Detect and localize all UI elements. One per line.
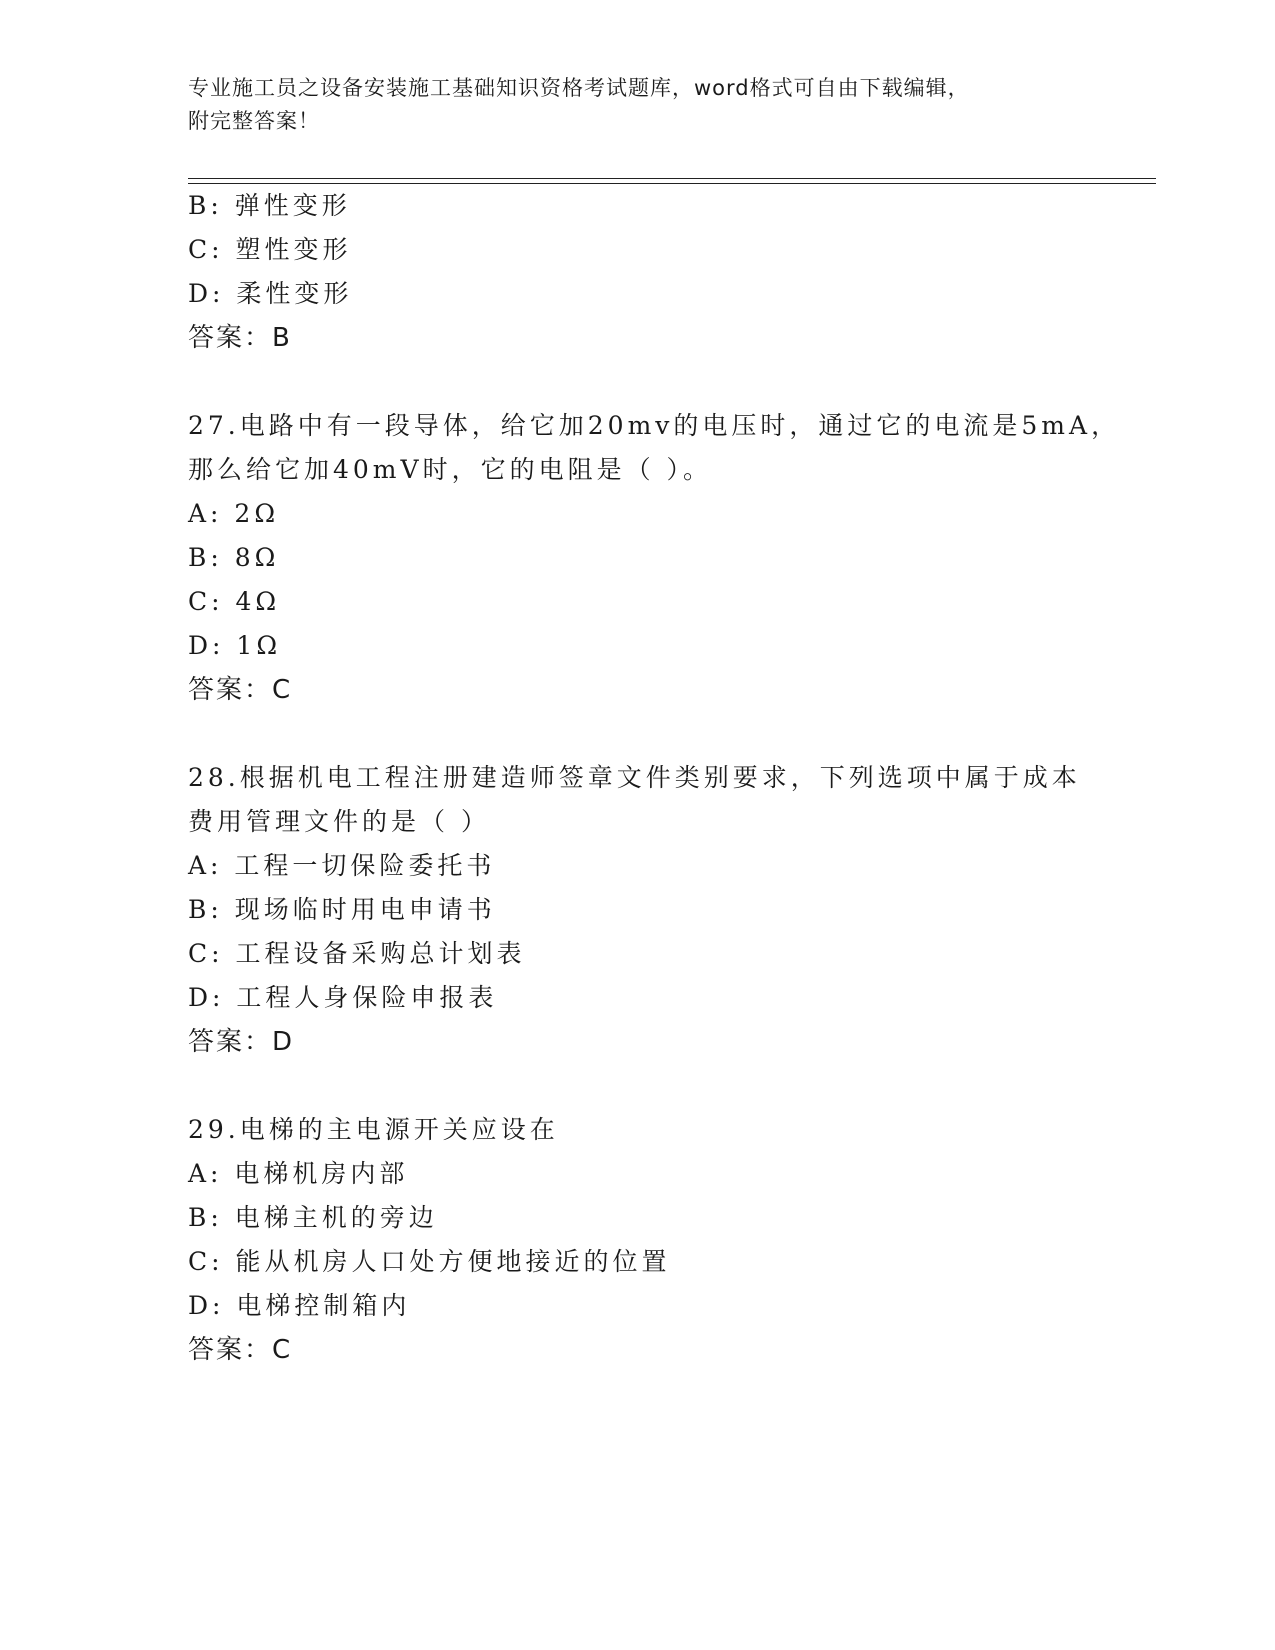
q29-option-a: A: 电梯机房内部 xyxy=(188,1159,409,1188)
page-header xyxy=(188,72,1088,138)
q27-answer: 答案：C xyxy=(188,675,293,705)
q27-option-d: D: 1Ω xyxy=(188,631,282,660)
q28-answer: 答案：D xyxy=(188,1027,295,1057)
q28-stem-line-2: 费用管理文件的是（ ） xyxy=(188,807,490,836)
header-title-line-1: 专业施工员之设备安装施工基础知识资格考试题库，word格式可自由下载编辑， xyxy=(188,76,970,100)
q29-answer: 答案：C xyxy=(188,1335,293,1365)
q27-stem-line-1: 27.电路中有一段导体，给它加20mv的电压时，通过它的电流是5mA， xyxy=(188,411,1121,440)
q28-stem-line-1: 28.根据机电工程注册建造师签章文件类别要求，下列选项中属于成本 xyxy=(188,763,1081,792)
q28-option-a: A: 工程一切保险委托书 xyxy=(188,851,496,880)
q26-option-c: C: 塑性变形 xyxy=(188,235,352,264)
q27-option-c: C: 4Ω xyxy=(188,587,281,616)
q29-stem: 29.电梯的主电源开关应设在 xyxy=(188,1115,559,1144)
header-title-line-2: 附完整答案！ xyxy=(188,109,320,133)
q29-option-d: D: 电梯控制箱内 xyxy=(188,1291,411,1320)
q29-option-b: B: 电梯主机的旁边 xyxy=(188,1203,438,1232)
header-divider-bottom xyxy=(188,183,1156,184)
q27-option-b: B: 8Ω xyxy=(188,543,280,572)
q27-option-a: A: 2Ω xyxy=(188,499,280,528)
q29-option-c: C: 能从机房人口处方便地接近的位置 xyxy=(188,1247,671,1276)
q26-option-b: B: 弹性变形 xyxy=(188,191,351,220)
header-divider-top xyxy=(188,178,1156,179)
q28-option-c: C: 工程设备采购总计划表 xyxy=(188,939,526,968)
q26-option-d: D: 柔性变形 xyxy=(188,279,353,308)
q26-answer: 答案：B xyxy=(188,323,292,353)
q28-option-b: B: 现场临时用电申请书 xyxy=(188,895,496,924)
q27-stem-line-2: 那么给它加40mV时，它的电阻是（ ）。 xyxy=(188,455,713,484)
q28-option-d: D: 工程人身保险申报表 xyxy=(188,983,498,1012)
